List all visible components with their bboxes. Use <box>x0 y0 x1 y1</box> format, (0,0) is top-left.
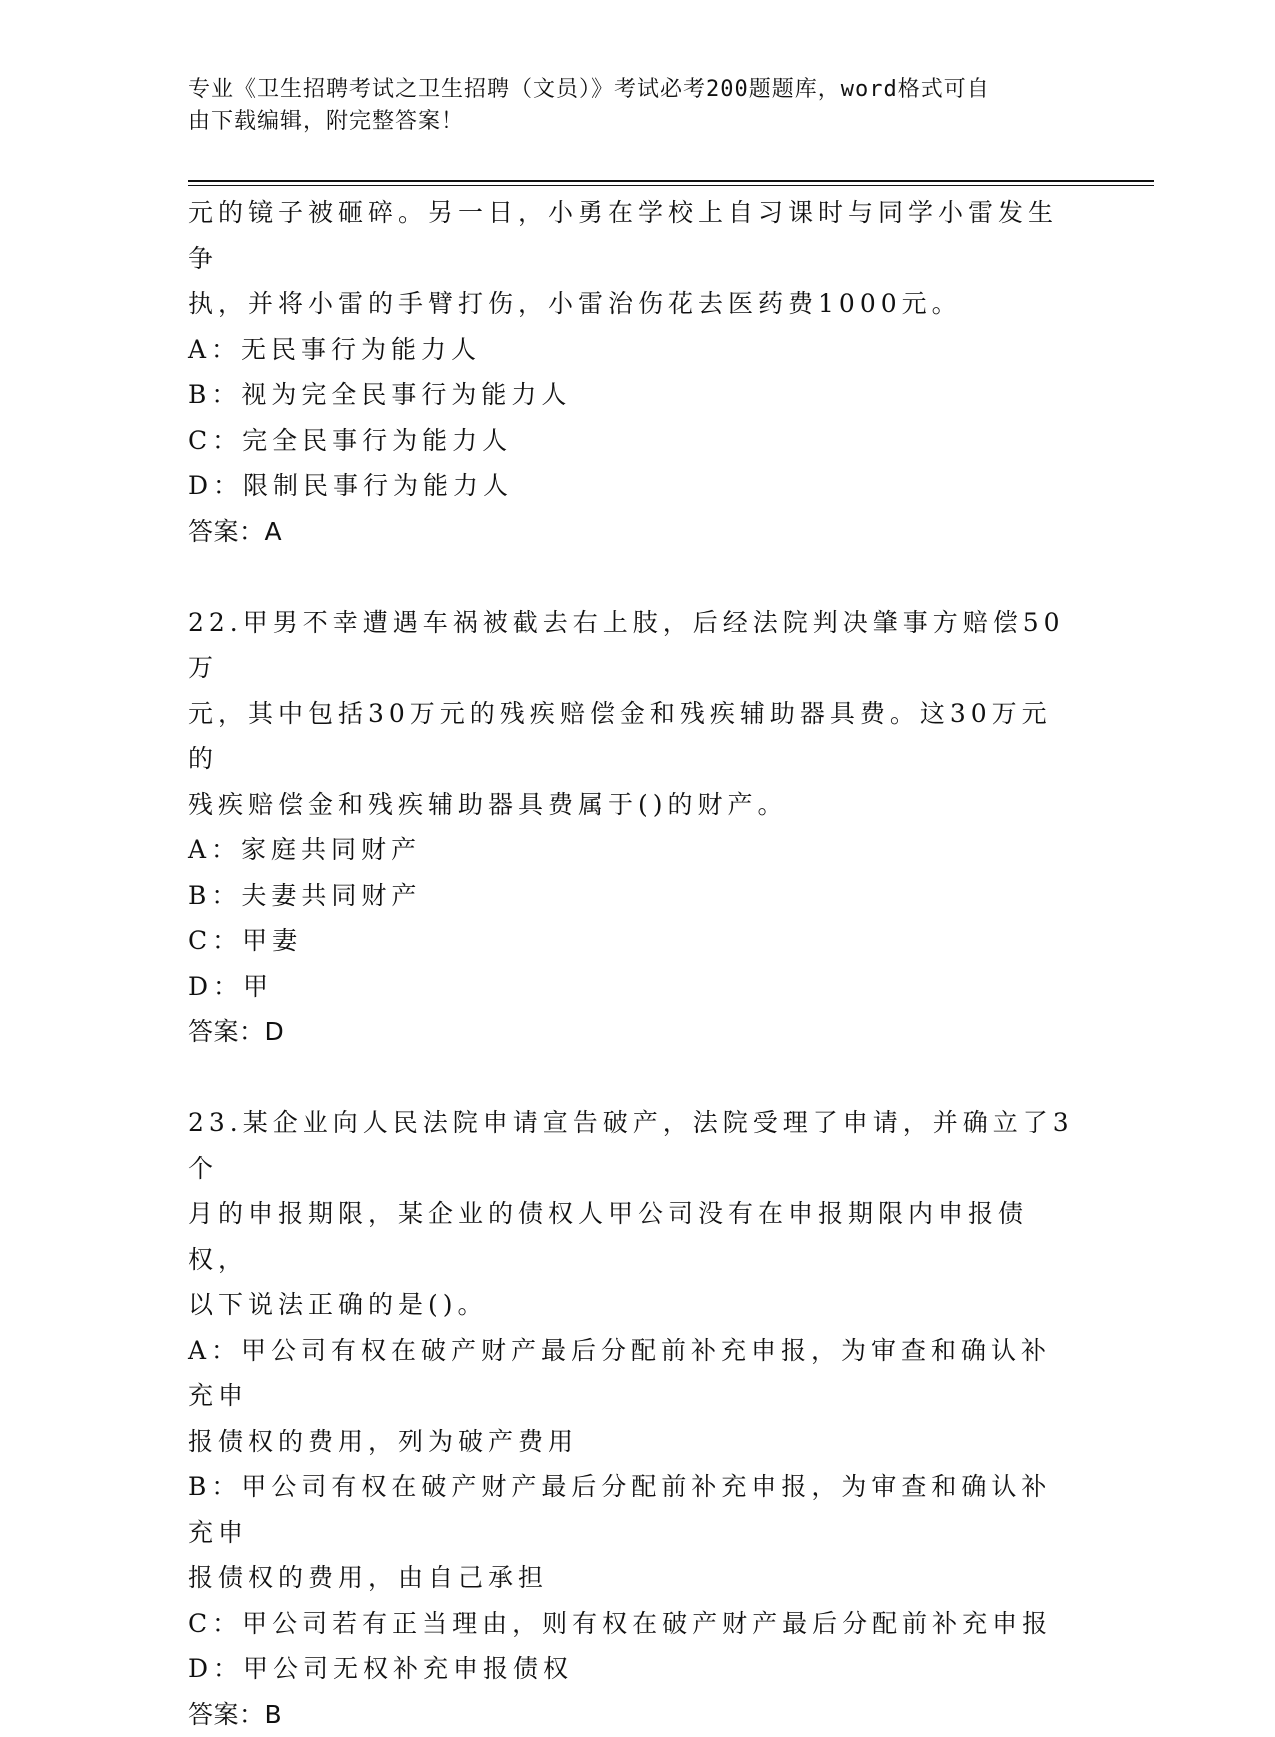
question-text-line: 残疾赔偿金和残疾辅助器具费属于()的财产。 <box>188 782 1078 828</box>
question-text-line: 23.某企业向人民法院申请宣告破产，法院受理了申请，并确立了3个 <box>188 1100 1078 1191</box>
question-text-line: 元，其中包括30万元的残疾赔偿金和残疾辅助器具费。这30万元的 <box>188 691 1078 782</box>
option-a: A：无民事行为能力人 <box>188 327 1078 373</box>
header-line-1: 专业《卫生招聘考试之卫生招聘（文员）》考试必考200题题库，word格式可自 <box>188 74 1068 106</box>
option-c: C：甲妻 <box>188 918 1078 964</box>
answer-line: 答案：B <box>188 1692 1078 1737</box>
option-b: B：视为完全民事行为能力人 <box>188 372 1078 418</box>
document-header <box>188 74 1068 138</box>
option-a: A：甲公司有权在破产财产最后分配前补充申报，为审查和确认补充申 <box>188 1328 1078 1419</box>
question-text-line: 元的镜子被砸碎。另一日，小勇在学校上自习课时与同学小雷发生争 <box>188 190 1078 281</box>
answer-line: 答案：D <box>188 1009 1078 1055</box>
header-line-2: 由下载编辑，附完整答案！ <box>188 106 1068 138</box>
option-a: A：家庭共同财产 <box>188 827 1078 873</box>
header-divider-thin <box>188 185 1154 186</box>
question-22 <box>188 600 1078 1055</box>
document-body <box>188 190 1078 1737</box>
question-21-continuation <box>188 190 1078 554</box>
option-b: B：甲公司有权在破产财产最后分配前补充申报，为审查和确认补充申 <box>188 1464 1078 1555</box>
spacer <box>188 554 1078 600</box>
answer-line: 答案：A <box>188 509 1078 555</box>
question-text-line: 22.甲男不幸遭遇车祸被截去右上肢，后经法院判决肇事方赔偿50万 <box>188 600 1078 691</box>
option-b-continued: 报债权的费用，由自己承担 <box>188 1555 1078 1601</box>
header-divider-thick <box>188 180 1154 182</box>
option-d: D：甲 <box>188 964 1078 1010</box>
option-a-continued: 报债权的费用，列为破产费用 <box>188 1419 1078 1465</box>
option-c: C：完全民事行为能力人 <box>188 418 1078 464</box>
question-text-line: 执，并将小雷的手臂打伤，小雷治伤花去医药费1000元。 <box>188 281 1078 327</box>
option-d: D：限制民事行为能力人 <box>188 463 1078 509</box>
option-d: D：甲公司无权补充申报债权 <box>188 1646 1078 1692</box>
question-23 <box>188 1100 1078 1737</box>
option-b: B：夫妻共同财产 <box>188 873 1078 919</box>
question-text-line: 以下说法正确的是()。 <box>188 1282 1078 1328</box>
spacer <box>188 1055 1078 1101</box>
question-text-line: 月的申报期限，某企业的债权人甲公司没有在申报期限内申报债权， <box>188 1191 1078 1282</box>
option-c: C：甲公司若有正当理由，则有权在破产财产最后分配前补充申报 <box>188 1601 1078 1647</box>
